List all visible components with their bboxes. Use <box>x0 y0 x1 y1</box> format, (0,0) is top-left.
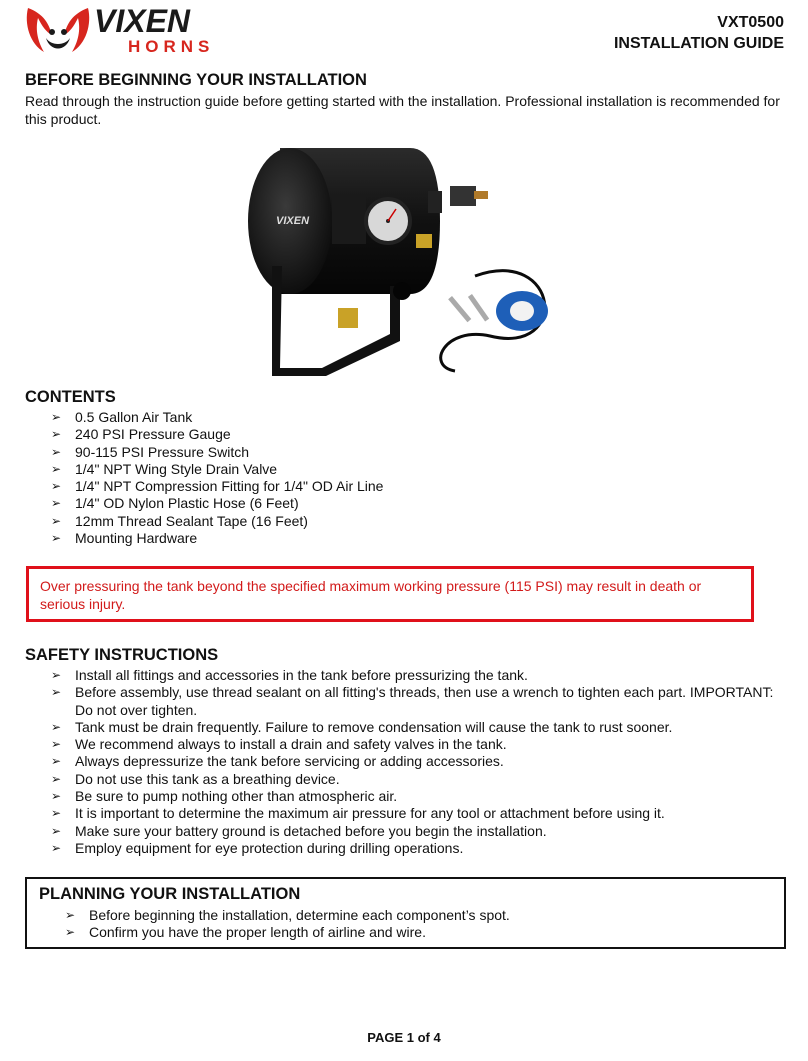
warning-text: Over pressuring the tank beyond the specified maximum working pressure (115 PSI) may result in death or serious injury. <box>40 578 702 612</box>
list-item: ➢ Make sure your battery ground is detached before you begin the installation. <box>25 823 790 840</box>
list-item: ➢ 12mm Thread Sealant Tape (16 Feet) <box>25 513 785 530</box>
safety-heading: SAFETY INSTRUCTIONS <box>25 646 219 664</box>
contents-list <box>25 409 785 547</box>
safety-list <box>25 667 790 857</box>
list-item: ➢ 90-115 PSI Pressure Switch <box>25 444 785 461</box>
list-item: ➢ Do not use this tank as a breathing device. <box>25 771 790 788</box>
intro-heading: BEFORE BEGINNING YOUR INSTALLATION <box>25 71 367 89</box>
list-item: ➢ 240 PSI Pressure Gauge <box>25 426 785 443</box>
logo-wordmark: VIXEN <box>94 3 191 39</box>
list-item: ➢ 1/4" NPT Compression Fitting for 1/4" OD Air Line <box>25 478 785 495</box>
list-item: ➢ Confirm you have the proper length of airline and wire. <box>27 924 767 941</box>
list-item: ➢ 1/4" OD Nylon Plastic Hose (6 Feet) <box>25 495 785 512</box>
planning-heading: PLANNING YOUR INSTALLATION <box>39 885 301 903</box>
list-item: ➢ Mounting Hardware <box>25 530 785 547</box>
document-id <box>614 12 784 54</box>
list-item: ➢ Before beginning the installation, determine each component’s spot. <box>27 907 767 924</box>
list-item: ➢ Be sure to pump nothing other than atmospheric air. <box>25 788 790 805</box>
planning-list <box>27 907 767 942</box>
doc-number: VXT0500 <box>717 14 784 31</box>
list-item: ➢ Employ equipment for eye protection during drilling operations. <box>25 840 790 857</box>
doc-title: INSTALLATION GUIDE <box>613 35 784 52</box>
horns-emblem-icon <box>27 8 89 52</box>
air-tank-illustration <box>248 148 548 376</box>
logo-subword: HORNS <box>128 37 215 56</box>
list-item: ➢ 1/4" NPT Wing Style Drain Valve <box>25 461 785 478</box>
vixen-horns-logo <box>24 2 242 56</box>
list-item: ➢ Before assembly, use thread sealant on all fitting's threads, then use a wrench to tighten each part. IMPORTANT: Do not over tighten. <box>25 684 790 719</box>
list-item: ➢ Tank must be drain frequently. Failure to remove condensation will cause the tank to rust sooner. <box>25 719 790 736</box>
list-item: ➢ 0.5 Gallon Air Tank <box>25 409 785 426</box>
svg-text:VIXEN: VIXEN <box>276 215 310 227</box>
list-item: ➢ It is important to determine the maximum air pressure for any tool or attachment before using it. <box>25 805 790 822</box>
page-number: PAGE 1 of 4 <box>367 1030 441 1045</box>
planning-box <box>25 877 786 949</box>
list-item: ➢ Install all fittings and accessories in the tank before pressurizing the tank. <box>25 667 790 684</box>
intro-text: Read through the instruction guide before getting started with the installation. Professional installation is recommended for this product. <box>25 93 780 127</box>
list-item: ➢ Always depressurize the tank before servicing or adding accessories. <box>25 753 790 770</box>
product-photo <box>240 136 570 376</box>
list-item: ➢ We recommend always to install a drain and safety valves in the tank. <box>25 736 790 753</box>
contents-heading: CONTENTS <box>25 388 116 406</box>
warning-box <box>26 566 754 622</box>
